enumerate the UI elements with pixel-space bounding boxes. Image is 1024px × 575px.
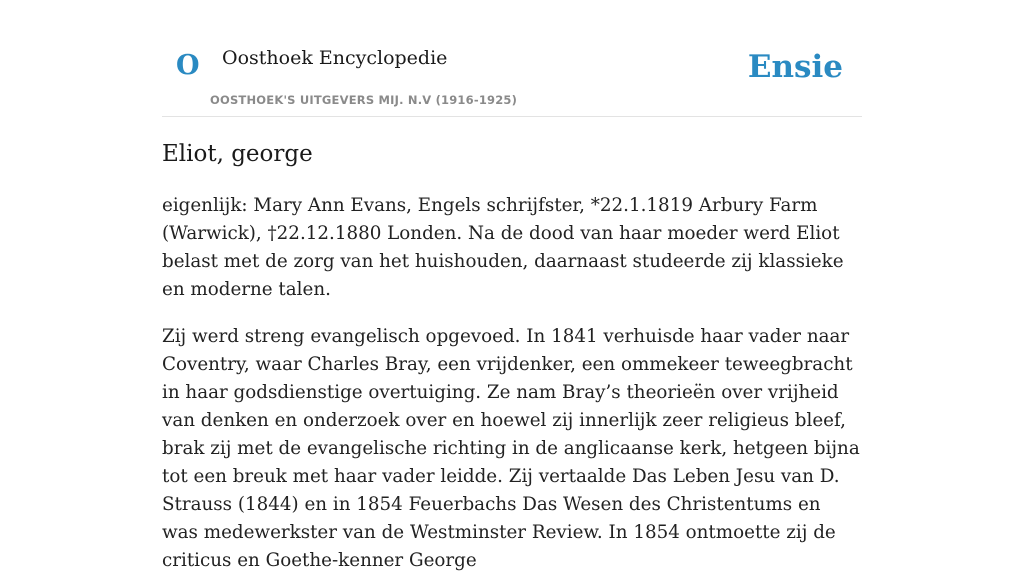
site-header xyxy=(162,0,862,117)
site-title[interactable]: Oosthoek Encyclopedie xyxy=(222,47,448,69)
article-paragraph-1: eigenlijk: Mary Ann Evans, Engels schrijfster, *22.1.1819 Arbury Farm (Warwick), †22.12.1880 Londen. Na de dood van haar moeder werd Eliot belast met de zorg van het huishouden, daarnaast studeerde zij klassieke en moderne talen. xyxy=(162,195,844,300)
article-content xyxy=(162,138,862,575)
publisher-subtitle: OOSTHOEK'S UITGEVERS MIJ. N.V (1916-1925) xyxy=(210,93,518,107)
oosthoek-logo-icon[interactable]: O xyxy=(176,50,200,81)
article-paragraph-2: Zij werd streng evangelisch opgevoed. In 1841 verhuisde haar vader naar Coventry, waar Charles Bray, een vrijdenker, een ommekeer teweegbracht in haar godsdienstige overtuiging. Ze nam Bray’s theorieën over vrijheid van denken en onderzoek over en hoewel zij innerlijk zeer religieus bleef, brak zij met de evangelische richting in de anglicaanse kerk, hetgeen bijna tot een breuk met haar vader leidde. Zij vertaalde Das Leben Jesu van D. Strauss (1844) en in 1854 Feuerbachs Das Wesen des Christentums en was medewerkster van de Westminster Review. In 1854 ontmoette zij de criticus en Goethe-kenner George xyxy=(162,326,860,571)
article-title: Eliot, george xyxy=(162,141,313,167)
ensie-logo[interactable]: Ensie xyxy=(747,49,843,85)
